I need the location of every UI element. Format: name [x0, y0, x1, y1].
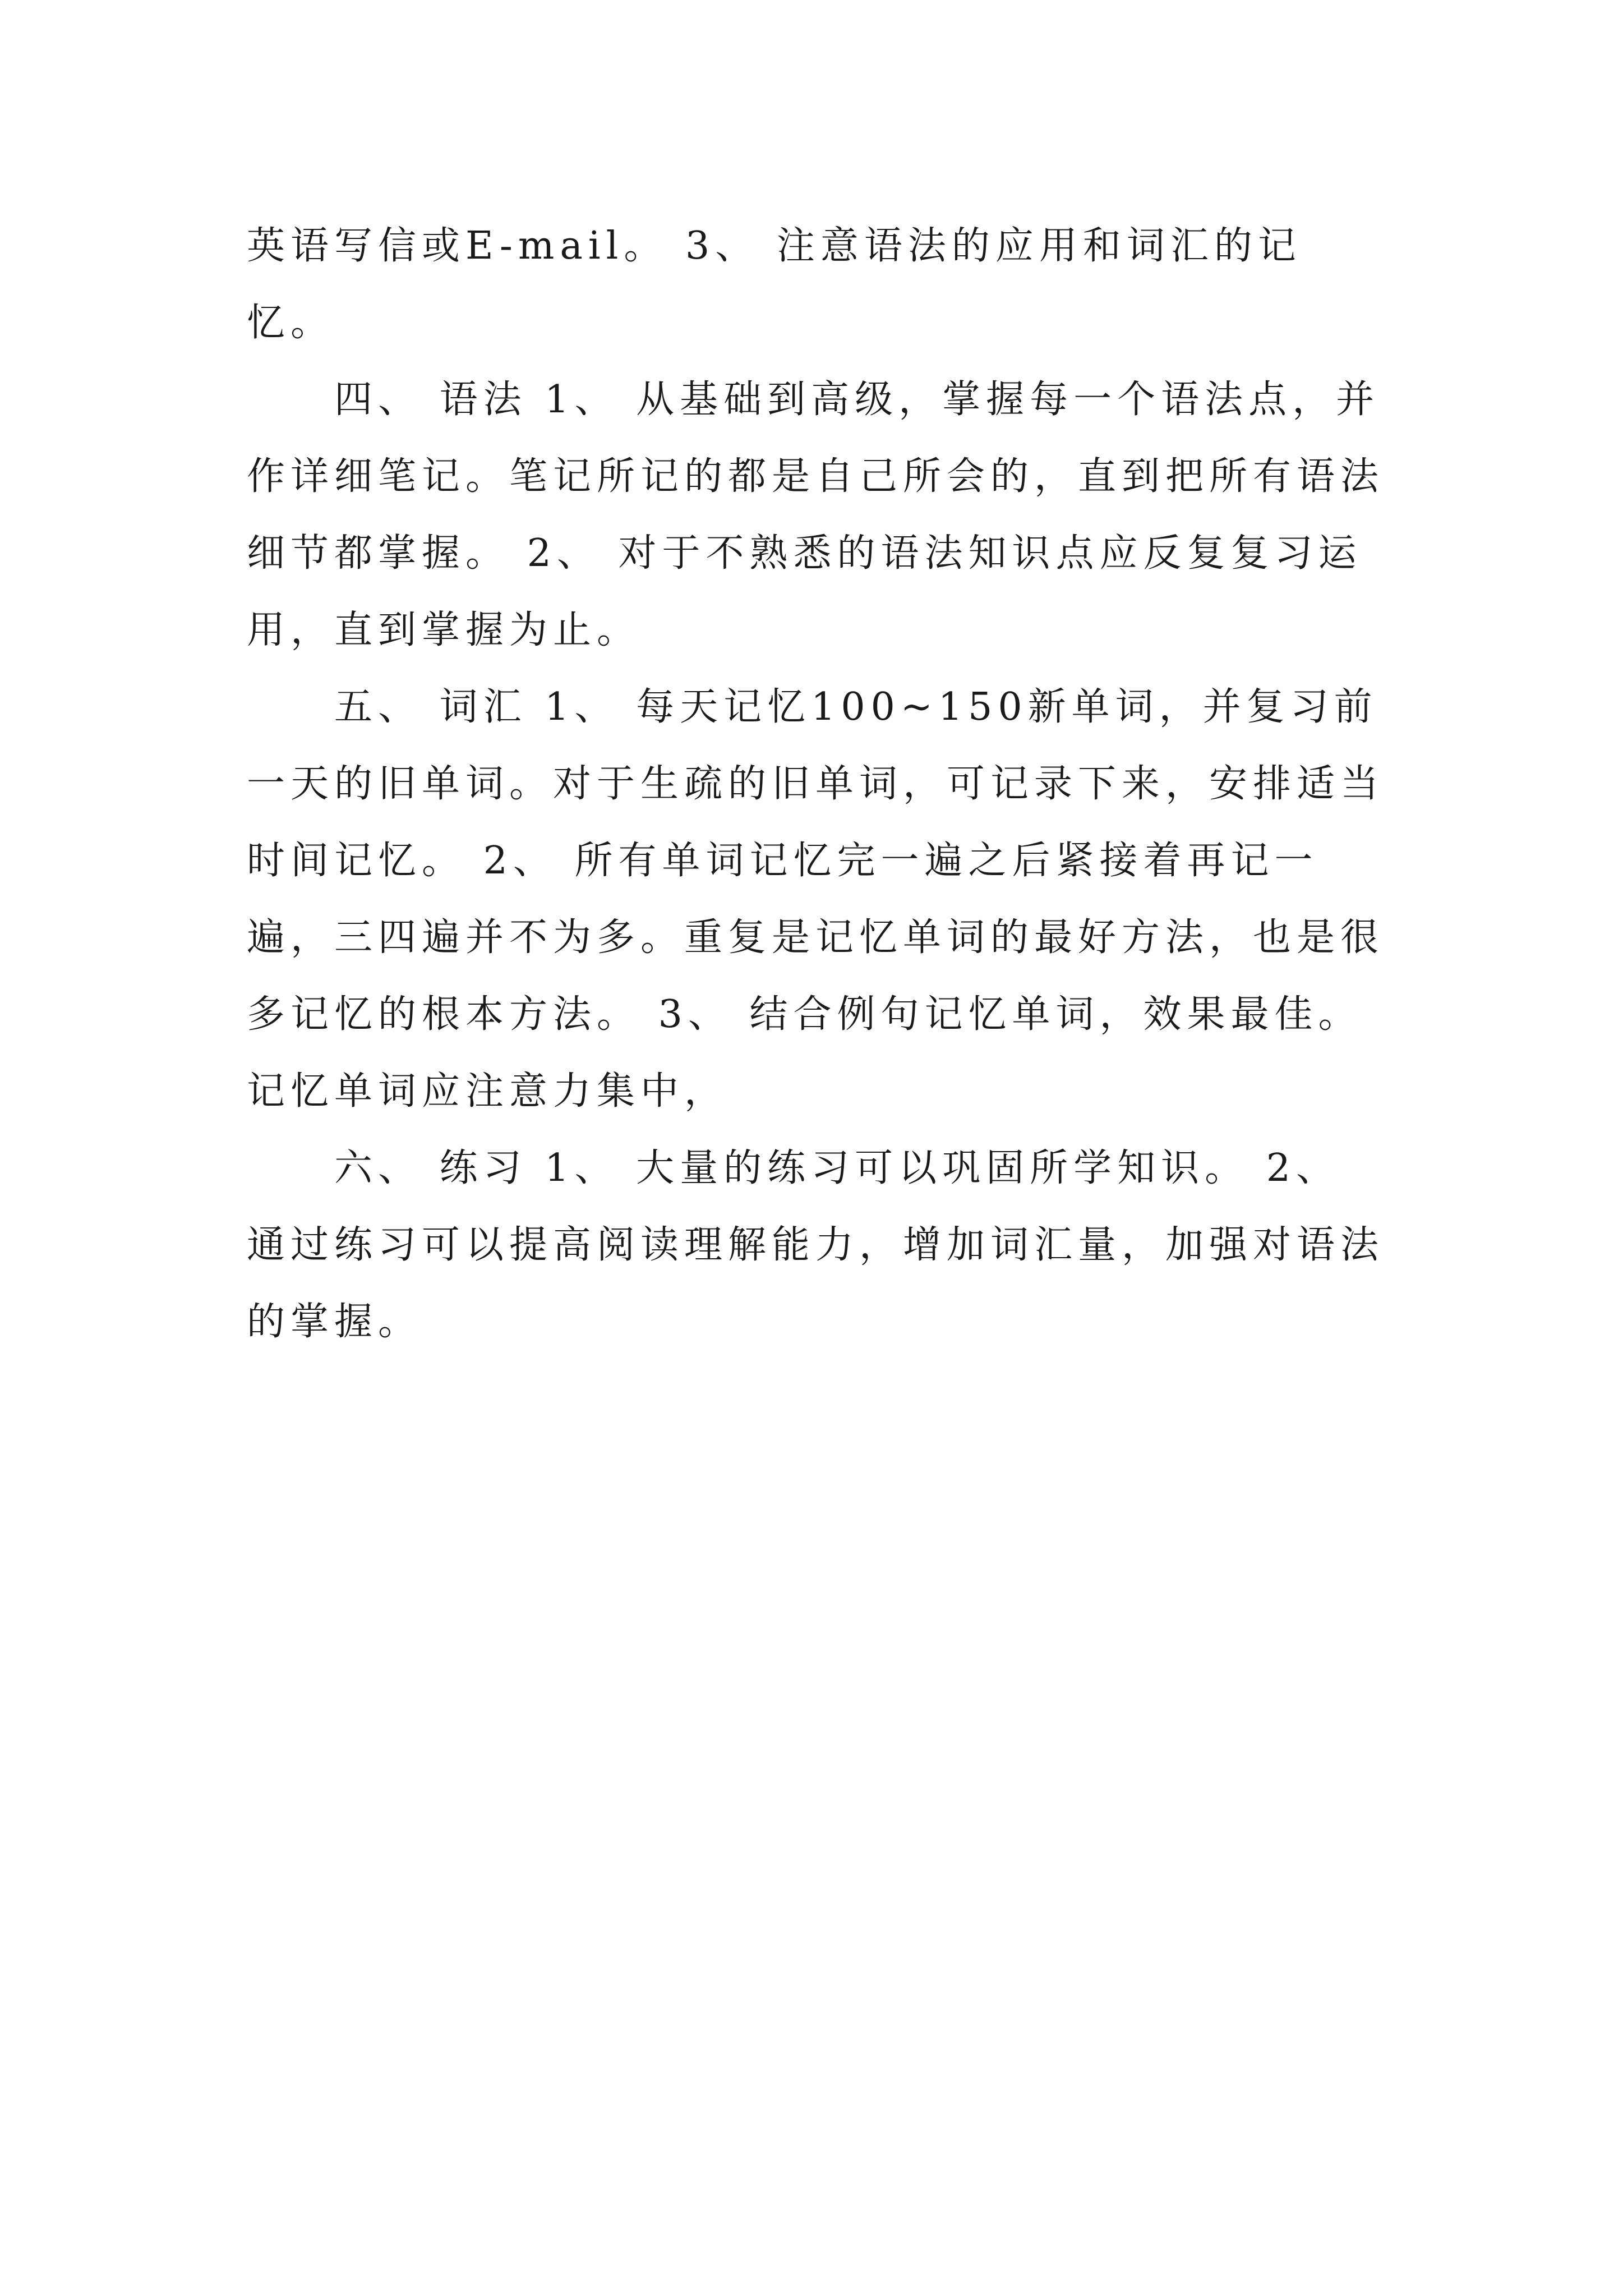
document-body [247, 208, 1386, 1360]
paragraph-continued: 英语写信或E-mail。 3、 注意语法的应用和词汇的记忆。 [247, 224, 1302, 345]
paragraph-vocabulary: 五、 词汇 1、 每天记忆100~150新单词，并复习前一天的旧单词。对于生疏的旧单词，可记录下来，安排适当时间记忆。 2、 所有单词记忆完一遍之后紧接着再记一遍，三四遍并不为多。重复是记忆单词的最好方法，也是很多记忆的根本方法。 3、 结合例句记忆单词，效果最佳。记忆单词应注意力集中， [247, 685, 1385, 1114]
paragraph-grammar: 四、 语法 1、 从基础到高级，掌握每一个语法点，并作详细笔记。笔记所记的都是自己所会的，直到把所有语法细节都掌握。 2、 对于不熟悉的语法知识点应反复复习运用，直到掌握为止。 [247, 378, 1385, 652]
paragraph-practice: 六、 练习 1、 大量的练习可以巩固所学知识。 2、 通过练习可以提高阅读理解能力，增加词汇量，加强对语法的掌握。 [247, 1146, 1385, 1344]
